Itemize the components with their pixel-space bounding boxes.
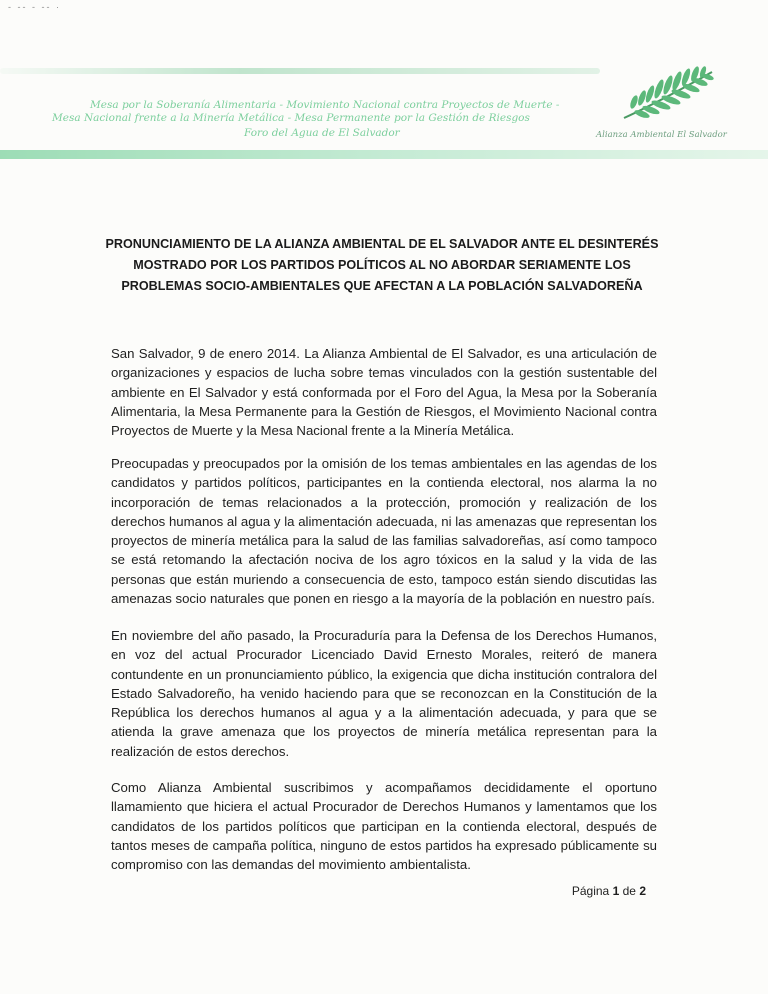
page-current: 1 — [612, 884, 620, 898]
letterhead-line-3: Foro del Agua de El Salvador — [244, 127, 400, 139]
scan-artifact: - -- - -- · — [8, 2, 61, 12]
body-paragraph-2: Preocupadas y preocupados por la omisión de los temas ambientales en las agendas de los candidatos y partidos políticos, participantes en la contienda electoral, nos alarma la no incorporación de temas relacionados a la protección, promoción y realización de los derechos humanos al agua y la alimentación adecuada, ni las amenazas que representan los proyectos de minería metálica para la salud de las familias salvadoreñas, así como tampoco se está retomando la afectación nociva de los agro tóxicos en la salud y la vida de las personas que están muriendo a consecuencia de esto, tampoco están siendo discutidas las amenazas socio naturales que ponen en riesgo a la mayoría de la población en nuestro país. — [111, 456, 657, 607]
page-number — [572, 884, 646, 898]
page-total: 2 — [639, 884, 646, 898]
of-word: de — [622, 884, 636, 898]
body-paragraph-3: En noviembre del año pasado, la Procuraduría para la Defensa de los Derechos Humanos, en voz del actual Procurador Licenciado David Ernesto Morales, reiteró de manera contundente en un pronunciamiento público, la exigencia que dicha institución contralora del Estado Salvadoreño, ha venido haciendo para que se reconozcan en la Constitución de la República los derechos humanos al agua y a la alimentación adecuada, y para que se atienda la grave amenaza que los proyectos de minería metálica representan para la realización de estos derechos. — [111, 628, 657, 759]
body-paragraph-1: San Salvador, 9 de enero 2014. La Alianza Ambiental de El Salvador, es una articulación de organizaciones y espacios de lucha sobre temas vinculados con la gestión sustentable del ambiente en El Salvador y está conformada por el Foro del Agua, la Mesa por la Soberanía Alimentaria, la Mesa Permanente para la Gestión de Riesgos, el Movimiento Nacional contra Proyectos de Muerte y la Mesa Nacional frente a la Minería Metálica. — [111, 346, 657, 439]
fern-leaf-icon — [614, 62, 724, 124]
body-paragraph-4: Como Alianza Ambiental suscribimos y acompañamos decididamente el oportuno llamamiento que hiciera el actual Procurador de Derechos Humanos y lamentamos que los candidatos de los partidos políticos que participan en la contienda electoral, después de tantos meses de campaña política, ninguno de estos partidos ha expresado públicamente su compromiso con las demandas del movimiento ambientalista. — [111, 780, 657, 873]
document-title: PRONUNCIAMIENTO DE LA ALIANZA AMBIENTAL DE EL SALVADOR ANTE EL DESINTERÉS MOSTRADO POR LOS PARTIDOS POLÍTICOS AL NO ABORDAR SERIAMENTE LOS PROBLEMAS SOCIO-AMBIENTALES QUE AFECTAN A LA POBLACIÓN SALVADOREÑA — [105, 237, 659, 293]
page-word: Página — [571, 884, 610, 898]
letterhead-line-2: Mesa Nacional frente a la Minería Metálica - Mesa Permanente por la Gestión de Riesgos — [52, 112, 530, 124]
letterhead-line-1: Mesa por la Soberanía Alimentaria - Movimiento Nacional contra Proyectos de Muerte - — [90, 99, 560, 111]
letterhead-top-stripe — [0, 68, 600, 74]
logo-caption: Alianza Ambiental El Salvador — [596, 130, 727, 140]
letterhead-bottom-stripe — [0, 150, 768, 159]
